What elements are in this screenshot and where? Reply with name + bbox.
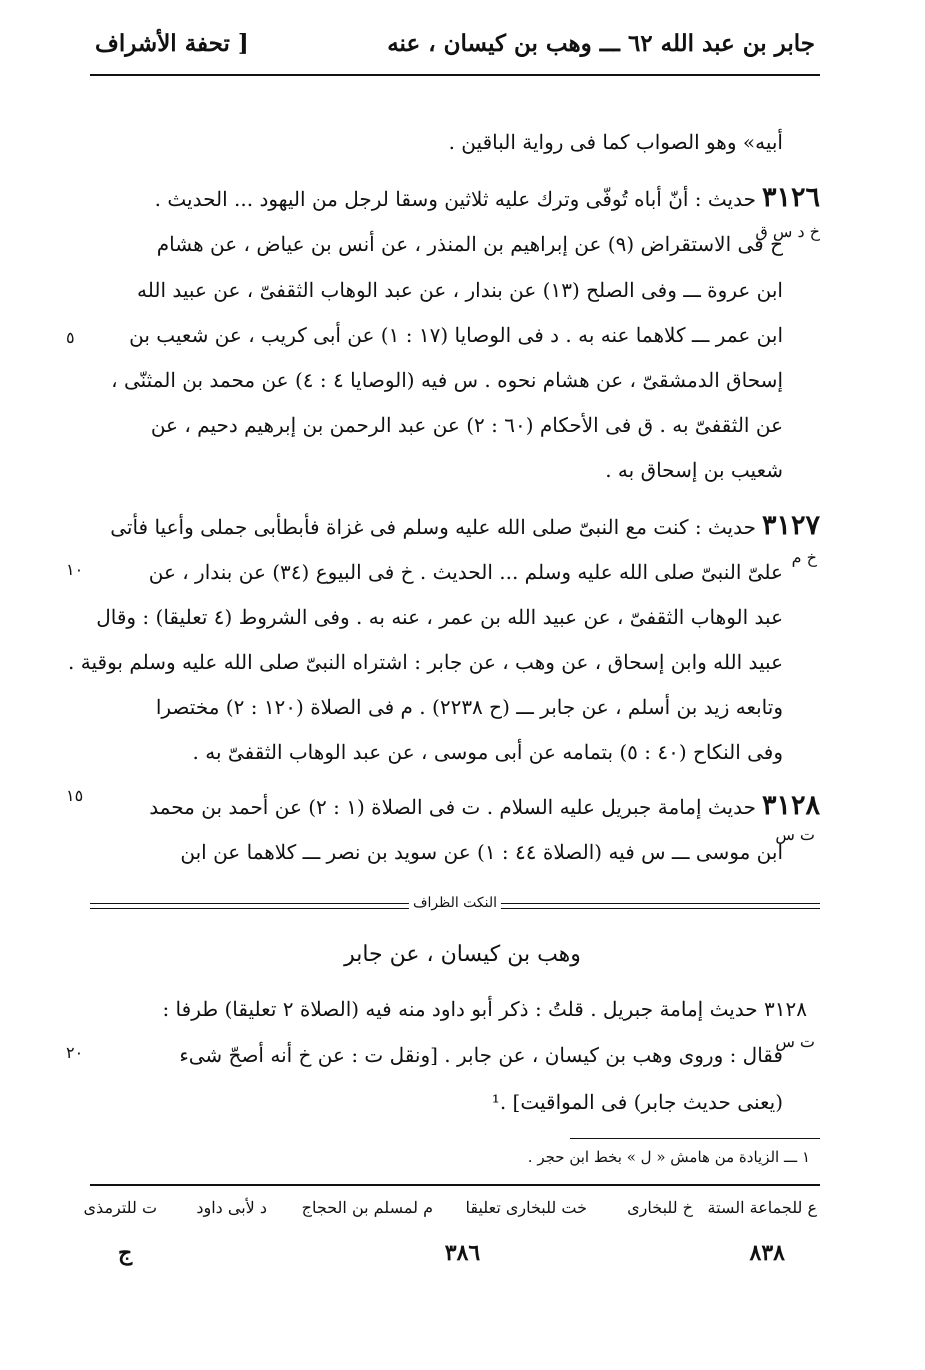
page-number-left: ج bbox=[118, 1240, 133, 1266]
footnote: ١ ـــ الزيادة من هامش « ل » بخط ابن حجر . bbox=[527, 1148, 810, 1166]
siglum: خ م bbox=[791, 548, 817, 567]
divider-title: النكت الظراف bbox=[409, 895, 501, 911]
line-number: ٢٠ bbox=[66, 1043, 84, 1062]
key-item: ع للجماعة الستة bbox=[707, 1198, 817, 1217]
line-number: ١٠ bbox=[66, 560, 84, 579]
nukat-line: فقال : وروى وهب بن كيسان ، عن جابر . [ونقل ت : عن خ أنه أصحّ شىء bbox=[179, 1043, 783, 1067]
hadith-line: ٣١٢٧حديث : كنت مع النبىّ صلى الله عليه وسلم فى غزاة فأبطأبى جملى وأعيا فأتى bbox=[110, 510, 820, 541]
section-subheading: وهب بن كيسان ، عن جابر bbox=[344, 942, 581, 967]
text-line: ابن عروة ـــ وفى الصلح (١٣) عن بندار ، عن عبد الوهاب الثقفىّ ، عن عبيد الله bbox=[137, 278, 783, 302]
text-line: ابن موسى ـــ س فيه (الصلاة ٤٤ : ١) عن سويد بن نصر ـــ كلاهما عن ابن bbox=[180, 840, 783, 864]
text-line: عبيد الله وابن إسحاق ، عن وهب ، عن جابر : اشتراه النبىّ صلى الله عليه وسلم بوقية . bbox=[68, 650, 783, 674]
divider-rule-left bbox=[90, 903, 410, 909]
hadith-number: ٣١٢٦ bbox=[761, 182, 820, 213]
text-line: ابن عمر ـــ كلاهما عنه به . د فى الوصايا (١٧ : ١) عن أبى كريب ، عن شعيب بن bbox=[129, 323, 783, 347]
hadith-line: ٣١٢٦حديث : أنّ أباه تُوفّى وترك عليه ثلاثين وسقا لرجل من اليهود ... الحديث . bbox=[154, 182, 820, 213]
running-head-title: جابر بن عبد الله ٦٢ ـــ وهب بن كيسان ، عنه bbox=[387, 30, 815, 57]
text-line: عن الثقفىّ به . ق فى الأحكام (٦٠ : ٢) عن عبد الرحمن بن إبرهيم دحيم ، عن bbox=[150, 413, 783, 437]
footer-rule bbox=[90, 1184, 820, 1186]
hadith-line: ٣١٢٨حديث إمامة جبريل عليه السلام . ت فى الصلاة (١ : ٢) عن أحمد بن محمد bbox=[149, 790, 820, 821]
line-number: ٥ bbox=[66, 328, 75, 347]
text-line: شعيب بن إسحاق به . bbox=[605, 458, 783, 482]
hadith-number: ٣١٢٨ bbox=[761, 790, 820, 821]
text-line: عبد الوهاب الثقفىّ ، عن عبيد الله بن عمر ، عنه به . وفى الشروط (٤ تعليقا) : وقال bbox=[96, 605, 783, 629]
key-item: م لمسلم بن الحجاج bbox=[301, 1198, 433, 1217]
footnote-rule bbox=[570, 1138, 820, 1139]
page-number-right: ٨٣٨ bbox=[749, 1240, 785, 1266]
siglum: ت س bbox=[775, 825, 815, 844]
text-line: خ فى الاستقراض (٩) عن إبراهيم بن المنذر ، عن أنس بن عياض ، عن هشام bbox=[156, 232, 783, 256]
text-line: وتابعه زيد بن أسلم ، عن جابر ـــ (ح ٢٢٣٨) . م فى الصلاة (١٢٠ : ٢) مختصرا bbox=[155, 695, 783, 719]
siglum: ت س bbox=[775, 1032, 815, 1051]
siglum: خ د س ق bbox=[755, 222, 820, 241]
key-item: خ للبخارى bbox=[627, 1198, 693, 1217]
nukat-line: ٣١٢٨ حديث إمامة جبريل . قلتُ : ذكر أبو داود منه فيه (الصلاة ٢ تعليقا) طرفا : bbox=[162, 997, 807, 1021]
text-line: أبيه» وهو الصواب كما فى رواية الباقين . bbox=[448, 130, 783, 154]
key-item: د لأبى داود bbox=[196, 1198, 267, 1217]
text-line: إسحاق الدمشقىّ ، عن هشام نحوه . س فيه (الوصايا ٤ : ٤) عن محمد بن المثنّى ، bbox=[111, 368, 783, 392]
key-item: خت للبخارى تعليقا bbox=[465, 1198, 587, 1217]
hadith-number: ٣١٢٧ bbox=[761, 510, 820, 541]
running-head-book: [ تحفة الأشراف bbox=[95, 30, 249, 57]
nukat-divider bbox=[90, 897, 820, 917]
text-line: وفى النكاح (٤٠ : ٥) بتمامه عن أبى موسى ، عن عبد الوهاب الثقفىّ به . bbox=[192, 740, 783, 764]
page-number-center: ٣٨٦ bbox=[444, 1240, 481, 1266]
key-item: ت للترمذى bbox=[83, 1198, 157, 1217]
line-number: ١٥ bbox=[66, 786, 84, 805]
divider-rule-right bbox=[500, 903, 820, 909]
header-rule bbox=[90, 74, 820, 76]
text-line: علىّ النبىّ صلى الله عليه وسلم ... الحديث . خ فى البيوع (٣٤) عن بندار ، عن bbox=[148, 560, 783, 584]
nukat-line: (يعنى حديث جابر) فى المواقيت] .¹ bbox=[491, 1090, 783, 1114]
